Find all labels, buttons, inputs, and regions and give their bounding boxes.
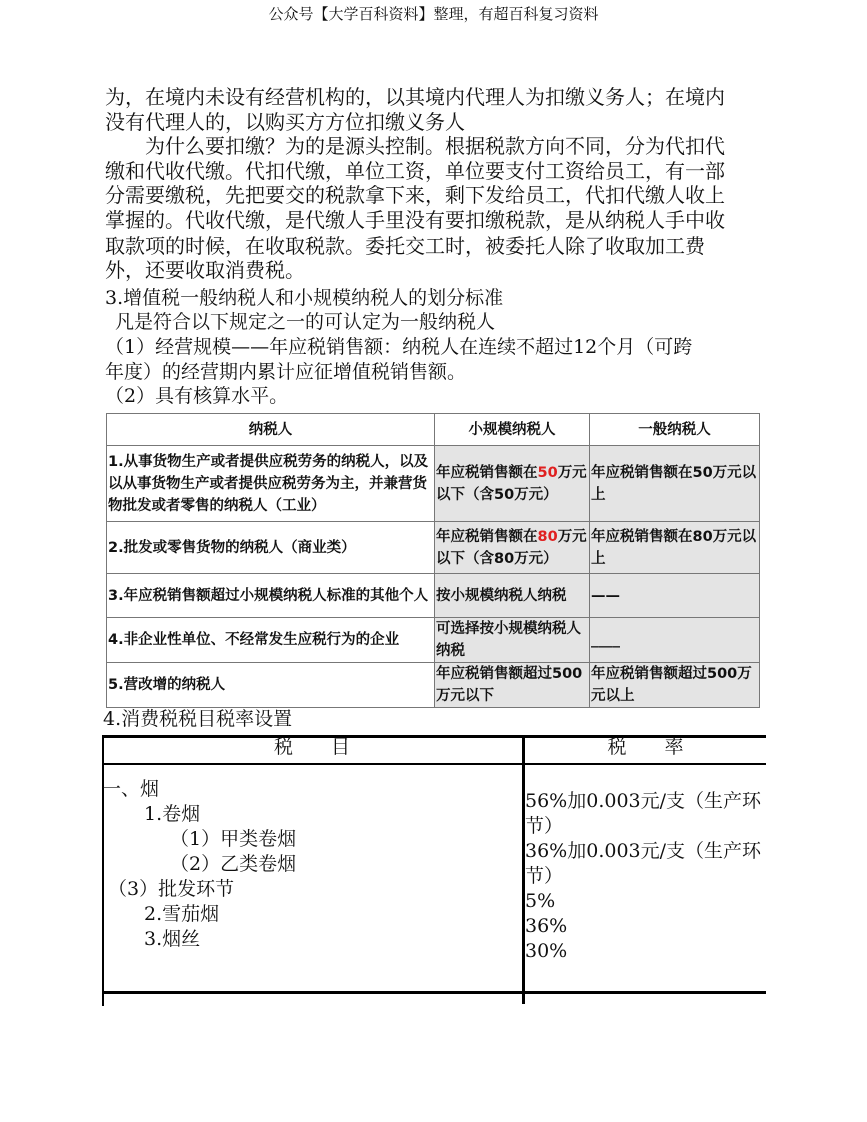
paragraph-line: 取款项的时候，在收取税款。委托交工时，被委托人除了收取加工费: [105, 234, 705, 258]
highlight-text: 80: [537, 528, 558, 545]
table-row: [102, 764, 766, 993]
cell-text: 万元以下（含50万元）: [436, 464, 587, 503]
table-row: [107, 522, 760, 574]
paragraph-line: 为，在境内未设有经营机构的，以其境内代理人为扣缴义务人；在境内: [105, 85, 725, 109]
paragraph-line: 没有代理人的，以购买方方位扣缴义务人: [105, 110, 465, 134]
cell: 按小规模纳税人纳税: [435, 574, 590, 618]
paragraph-line: 为什么要扣缴？为的是源头控制。根据税款方向不同，分为代扣代: [145, 134, 725, 158]
cell: ____: [590, 618, 760, 663]
cell: [102, 993, 524, 1005]
section-heading: 4.消费税税目税率设置: [103, 708, 293, 730]
cell: 4.非企业性单位、不经常发生应税行为的企业: [107, 618, 435, 663]
paragraph-line: 外，还要收取消费税。: [105, 258, 305, 282]
tax-item: （3）批发环节: [108, 878, 235, 900]
paragraph-line: 掌握的。代收代缴，是代缴人手里没有要扣缴税款，是从纳税人手中收: [105, 208, 725, 232]
paragraph-line: 缴和代收代缴。代扣代缴，单位工资，单位要支付工资给员工，有一部: [105, 159, 725, 183]
paragraph-line: （2）具有核算水平。: [105, 385, 289, 407]
cell: [435, 446, 590, 522]
table-row: [107, 574, 760, 618]
table-row: [107, 446, 760, 522]
tax-rate: 56%加0.003元/支（生产环节）: [525, 790, 762, 837]
paragraph-line: （1）经营规模——年应税销售额：纳税人在连续不超过12个月（可跨: [105, 336, 693, 358]
cell-text: 年应税销售额在: [436, 464, 538, 481]
table-row: [107, 618, 760, 663]
consumption-tax-table: [102, 736, 766, 1004]
cell: 年应税销售额在50万元以上: [590, 446, 760, 522]
tax-rate: 5%: [525, 890, 556, 912]
paragraph-line: 年度）的经营期内累计应征增值税销售额。: [105, 361, 467, 383]
table-row: [107, 663, 760, 708]
tax-item: 一、烟: [102, 778, 160, 800]
section-heading: 3.增值税一般纳税人和小规模纳税人的划分标准: [105, 287, 504, 309]
column-header: 税 目: [102, 736, 524, 764]
tax-items-cell: [102, 764, 524, 993]
cell-text: 万元以下（含80万元）: [436, 528, 587, 567]
column-header: 纳税人: [107, 414, 435, 446]
cell: 2.批发或零售货物的纳税人（商业类）: [107, 522, 435, 574]
tax-item: （1）甲类卷烟: [170, 828, 297, 850]
cell: 5.营改增的纳税人: [107, 663, 435, 708]
highlight-text: 50: [537, 464, 558, 481]
cell: 年应税销售额在80万元以上: [590, 522, 760, 574]
paragraph-line: 分需要缴税，先把要交的税款拿下来，剩下发给员工，代扣代缴人收上: [105, 183, 725, 207]
paragraph-line: 凡是符合以下规定之一的可认定为一般纳税人: [115, 311, 496, 333]
column-header: 税 率: [524, 736, 767, 764]
table-row: [102, 993, 766, 1005]
tax-item: （2）乙类卷烟: [170, 853, 297, 875]
cell: 年应税销售额超过500万元以下: [435, 663, 590, 708]
column-header: 小规模纳税人: [435, 414, 590, 446]
cell-text: 年应税销售额在: [436, 528, 538, 545]
cell: 可选择按小规模纳税人纳税: [435, 618, 590, 663]
cell: 年应税销售额超过500万元以上: [590, 663, 760, 708]
tax-item: 2.雪茄烟: [144, 903, 220, 925]
page-header: 公众号【大学百科资料】整理，有超百科复习资料: [268, 5, 599, 23]
tax-rate: 36%: [525, 915, 568, 937]
column-header: 一般纳税人: [590, 414, 760, 446]
cell: ——: [590, 574, 760, 618]
taxpayer-classification-table: [106, 413, 760, 708]
cell: 3.年应税销售额超过小规模纳税人标准的其他个人: [107, 574, 435, 618]
tax-rate: 36%加0.003元/支（生产环节）: [525, 840, 762, 887]
tax-item: 3.烟丝: [144, 928, 201, 950]
tax-rate: 30%: [525, 940, 568, 962]
cell: [435, 522, 590, 574]
cell: 1.从事货物生产或者提供应税劳务的纳税人，以及以从事货物生产或者提供应税劳务为主，并兼营货物批发或者零售的纳税人（工业）: [107, 446, 435, 522]
cell: [524, 993, 767, 1005]
tax-item: 1.卷烟: [144, 803, 201, 825]
tax-rates-cell: [524, 764, 767, 993]
